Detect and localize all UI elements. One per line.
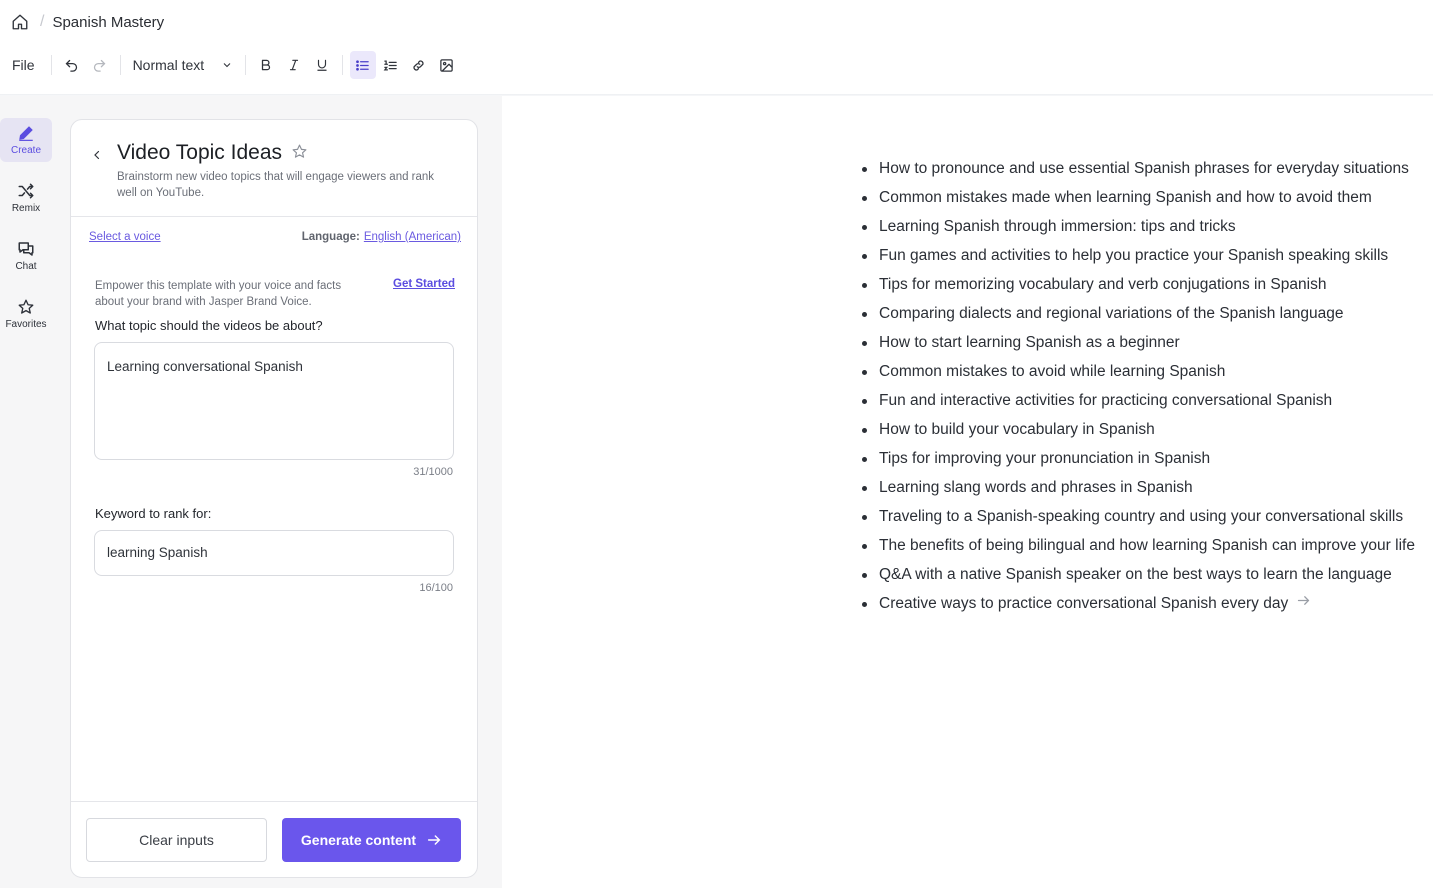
list-item: Comparing dialects and regional variations of the Spanish language — [860, 299, 1433, 328]
star-icon — [17, 298, 35, 316]
language-setting — [302, 231, 461, 243]
brand-voice-notice — [95, 278, 455, 310]
list-item: Common mistakes made when learning Spanish and how to avoid them — [860, 183, 1433, 212]
generate-content-label: Generate content — [300, 832, 417, 848]
topic-value: Learning conversational Spanish — [107, 359, 303, 374]
link-icon[interactable] — [406, 51, 432, 79]
list-item: How to build your vocabulary in Spanish — [860, 415, 1433, 444]
voice-language-row — [89, 231, 461, 243]
keyword-label: Keyword to rank for: — [95, 506, 212, 521]
list-item: Fun and interactive activities for practicing conversational Spanish — [860, 386, 1433, 415]
template-footer — [71, 801, 477, 878]
toolbar-divider — [120, 55, 121, 75]
text-style-value: Normal text — [132, 57, 205, 73]
keyword-input[interactable] — [94, 530, 454, 576]
toolbar-divider — [245, 55, 246, 75]
undo-icon[interactable] — [59, 51, 85, 79]
list-item: Fun games and activities to help you practice your Spanish speaking skills — [860, 241, 1433, 270]
keyword-char-counter: 16/100 — [419, 582, 453, 594]
select-voice-link[interactable]: Select a voice — [89, 231, 161, 243]
image-icon[interactable] — [434, 51, 460, 79]
list-item: Q&A with a native Spanish speaker on the best ways to learn the language — [860, 560, 1433, 589]
rail-item-create[interactable] — [0, 118, 52, 162]
brand-voice-text: Empower this template with your voice and facts about your brand with Jasper Brand Voice. — [95, 280, 342, 308]
pen-icon — [17, 124, 35, 142]
text-style-select[interactable] — [127, 51, 239, 79]
shuffle-icon — [17, 182, 35, 200]
document-title[interactable]: Spanish Mastery — [52, 13, 165, 31]
chevron-down-icon — [221, 59, 233, 71]
rail-item-chat[interactable] — [0, 234, 52, 278]
italic-icon[interactable] — [281, 51, 307, 79]
list-item: Learning slang words and phrases in Spanish — [860, 473, 1433, 502]
rail-item-label: Chat — [15, 261, 37, 272]
breadcrumb — [0, 0, 1433, 44]
bullet-list-icon[interactable] — [350, 51, 376, 79]
topic-label: What topic should the videos be about? — [95, 318, 323, 333]
list-item: Creative ways to practice conversational Spanish every day — [860, 589, 1433, 618]
get-started-link[interactable]: Get Started — [393, 278, 455, 290]
numbered-list-icon[interactable] — [378, 51, 404, 79]
favorite-star-icon[interactable] — [291, 143, 308, 165]
rail-item-label: Remix — [11, 203, 41, 214]
underline-icon[interactable] — [309, 51, 335, 79]
list-item: Learning Spanish through immersion: tips and tricks — [860, 212, 1433, 241]
chat-icon — [17, 240, 35, 258]
home-icon[interactable] — [10, 12, 30, 32]
list-item: Tips for memorizing vocabulary and verb conjugations in Spanish — [860, 270, 1433, 299]
bold-icon[interactable] — [253, 51, 279, 79]
app-rail — [0, 118, 54, 350]
rail-item-label: Create — [10, 145, 41, 156]
template-title: Video Topic Ideas — [117, 141, 283, 164]
list-item: Tips for improving your pronunciation in Spanish — [860, 444, 1433, 473]
keyword-value: learning Spanish — [107, 545, 208, 560]
toolbar-divider — [51, 55, 52, 75]
toolbar-divider — [342, 55, 343, 75]
list-item: How to pronounce and use essential Spanish phrases for everyday situations — [860, 154, 1433, 183]
file-menu[interactable]: File — [12, 57, 35, 73]
redo-icon[interactable] — [87, 51, 113, 79]
generate-content-button[interactable] — [282, 818, 461, 862]
list-item: Common mistakes to avoid while learning Spanish — [860, 357, 1433, 386]
topic-textarea[interactable] — [94, 342, 454, 460]
list-item: How to start learning Spanish as a beginner — [860, 328, 1433, 357]
rail-item-favorites[interactable] — [0, 292, 52, 336]
language-link[interactable]: English (American) — [363, 231, 461, 243]
arrow-right-icon — [426, 832, 442, 848]
back-chevron-icon[interactable] — [91, 148, 103, 167]
arrow-right-icon[interactable] — [1296, 589, 1311, 618]
rail-item-label: Favorites — [5, 319, 47, 330]
template-description: Brainstorm new video topics that will engage viewers and rank well on YouTube. — [117, 171, 435, 199]
topic-char-counter: 31/1000 — [413, 466, 453, 478]
list-item: The benefits of being bilingual and how learning Spanish can improve your life — [860, 531, 1433, 560]
editor-toolbar — [0, 48, 1433, 82]
language-label: Language: — [301, 231, 360, 243]
list-item: Traveling to a Spanish-speaking country and using your conversational skills — [860, 502, 1433, 531]
breadcrumb-separator: / — [40, 13, 45, 30]
template-panel — [70, 119, 478, 878]
clear-inputs-label: Clear inputs — [139, 832, 214, 848]
clear-inputs-button[interactable] — [86, 818, 267, 862]
rail-item-remix[interactable] — [0, 176, 52, 220]
topic-bullet-list — [860, 154, 1433, 618]
document-editor[interactable] — [860, 154, 1433, 618]
template-header — [71, 120, 477, 217]
